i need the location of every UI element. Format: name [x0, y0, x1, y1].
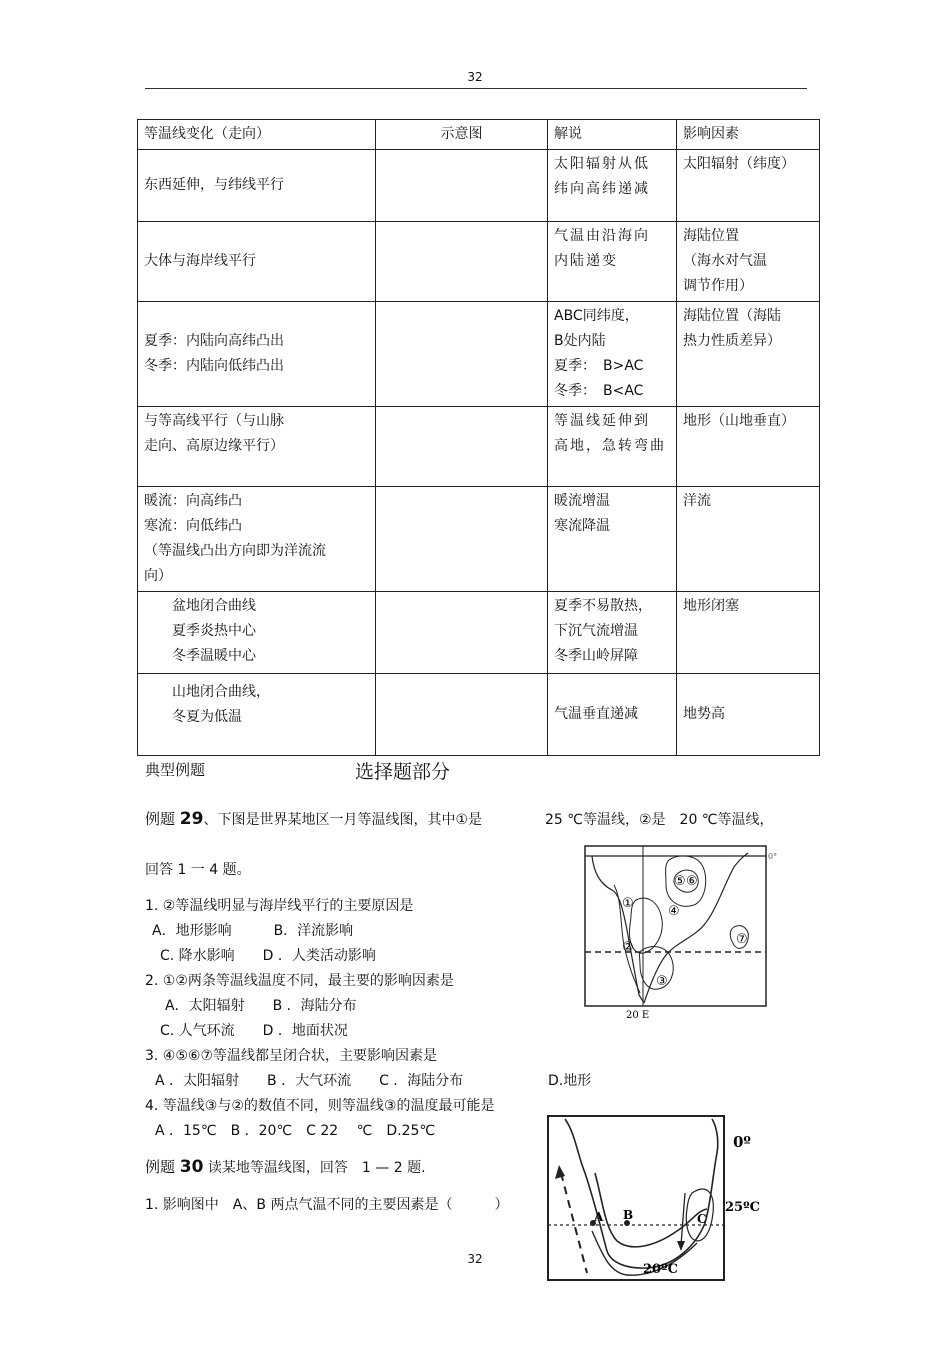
cell-diagram — [376, 407, 548, 487]
table-row — [138, 407, 820, 487]
table-row — [138, 674, 820, 756]
label-circle-3: ③ — [656, 974, 668, 989]
example29-heading: 例题 29、下图是世界某地区一月等温线图，其中①是 — [145, 809, 483, 829]
header-rule — [145, 88, 807, 89]
table-row — [138, 222, 820, 302]
table-row — [138, 487, 820, 592]
coastline — [592, 856, 644, 1003]
question-text: 1. ②等温线明显与海岸线平行的主要原因是 — [145, 898, 414, 914]
cell-factor: 地形闭塞 — [677, 592, 820, 674]
isotherm-table — [137, 119, 820, 756]
label-latitude: 0° — [768, 852, 778, 861]
cell-factor: 地势高 — [677, 674, 820, 756]
label-20c: 20ºC — [643, 1262, 678, 1277]
arrow-head — [555, 1165, 565, 1179]
label-circle-6: ⑥ — [686, 874, 698, 889]
question-options: D.地形 — [548, 1073, 592, 1089]
cell-explain: 太阳辐射从低 纬向高纬递减 — [548, 150, 677, 222]
label-circle-5: ⑤ — [674, 874, 686, 889]
current-arrow — [681, 1193, 685, 1245]
cell-diagram — [376, 487, 548, 592]
header-explain: 解说 — [548, 120, 677, 150]
example29-heading-tail: 25 ℃等温线，②是 20 ℃等温线， — [545, 812, 774, 828]
question-options: A．地形影响 B．洋流影响 — [152, 923, 354, 939]
question-options: A ．太阳辐射 B ．大气环流 C ．海陆分布 — [155, 1073, 464, 1089]
cell-factor: 地形（山地垂直） — [677, 407, 820, 487]
cell-explain: 暖流增温 寒流降温 — [548, 487, 677, 592]
header-diagram: 示意图 — [376, 120, 548, 150]
cell-diagram — [376, 222, 548, 302]
cell-diagram — [376, 150, 548, 222]
label-a: A — [594, 1210, 604, 1224]
table-row — [138, 150, 820, 222]
table-row — [138, 592, 820, 674]
cell-change: 盆地闭合曲线 夏季炎热中心 冬季温暖中心 — [138, 592, 376, 674]
cell-change: 暖流：向高纬凸 寒流：向低纬凸 （等温线凸出方向即为洋流流 向） — [138, 487, 376, 592]
cell-factor: 太阳辐射（纬度） — [677, 150, 820, 222]
section-label: 典型例题 — [145, 761, 206, 779]
page-number-bottom: 32 — [467, 1252, 483, 1266]
cell-diagram — [376, 592, 548, 674]
cell-change: 大体与海岸线平行 — [138, 222, 376, 302]
current-arrow-head — [677, 1241, 685, 1251]
label-circle-7: ⑦ — [736, 932, 748, 947]
cell-change: 东西延伸，与纬线平行 — [138, 150, 376, 222]
isotherm-4 — [630, 898, 663, 953]
cell-explain: 等温线延伸到 高地，急转弯曲 — [548, 407, 677, 487]
cell-change: 夏季：内陆向高纬凸出 冬季：内陆向低纬凸出 — [138, 302, 376, 407]
label-circle-4: ④ — [668, 904, 680, 919]
cell-explain: ABC同纬度， B处内陆 夏季： B>AC 冬季： B<AC — [548, 302, 677, 407]
cell-factor: 洋流 — [677, 487, 820, 592]
example29-intro: 回答 1 一 4 题。 — [145, 862, 251, 878]
example30-question-1: 1. 影响图中 A、B 两点气温不同的主要因素是（ ） — [145, 1197, 509, 1213]
question-text: 3. ④⑤⑥⑦等温线都呈闭合状，主要影响因素是 — [145, 1048, 438, 1064]
question-options: A ．15℃ B ．20℃ C 22 ℃ D.25℃ — [155, 1123, 436, 1139]
cell-explain: 气温由沿海向 内陆递变 — [548, 222, 677, 302]
question-options: A．太阳辐射 B ．海陆分布 — [165, 998, 357, 1014]
cell-factor: 海陆位置（海陆 热力性质差异） — [677, 302, 820, 407]
question-options: C. 人气环流 D ．地面状况 — [160, 1023, 348, 1039]
cell-diagram — [376, 302, 548, 407]
question-options: C. 降水影响 D ．人类活动影响 — [160, 948, 376, 964]
cell-diagram — [376, 674, 548, 756]
example30-heading: 例题 30 读某地等温线图，回答 1 — 2 题. — [145, 1157, 426, 1177]
label-longitude: 20 E — [626, 1010, 650, 1021]
table-row — [138, 302, 820, 407]
header-factor: 影响因素 — [677, 120, 820, 150]
cell-factor: 海陆位置 （海水对气温 调节作用） — [677, 222, 820, 302]
label-circle-1: ① — [622, 896, 634, 911]
cell-change: 山地闭合曲线， 冬夏为低温 — [138, 674, 376, 756]
question-text: 2. ①②两条等温线温度不同，最主要的影响因素是 — [145, 973, 454, 989]
page-number-top: 32 — [467, 70, 483, 84]
header-change: 等温线变化（走向） — [138, 120, 376, 150]
cell-explain: 气温垂直递减 — [548, 674, 677, 756]
cell-explain: 夏季不易散热， 下沉气流增温 冬季山岭屏障 — [548, 592, 677, 674]
cell-change: 与等高线平行（与山脉 走向、高原边缘平行） — [138, 407, 376, 487]
section-title: 选择题部分 — [355, 761, 451, 783]
label-c: C — [697, 1212, 707, 1226]
question-text: 4. 等温线③与②的数值不同，则等温线③的温度最可能是 — [145, 1098, 495, 1114]
table-header-row — [138, 120, 820, 150]
label-25c: 25ºC — [725, 1200, 760, 1215]
label-b: B — [623, 1208, 634, 1222]
label-circle-2: ② — [622, 940, 634, 955]
label-0: 0º — [733, 1133, 751, 1151]
isotherm-map-january — [584, 845, 778, 1021]
